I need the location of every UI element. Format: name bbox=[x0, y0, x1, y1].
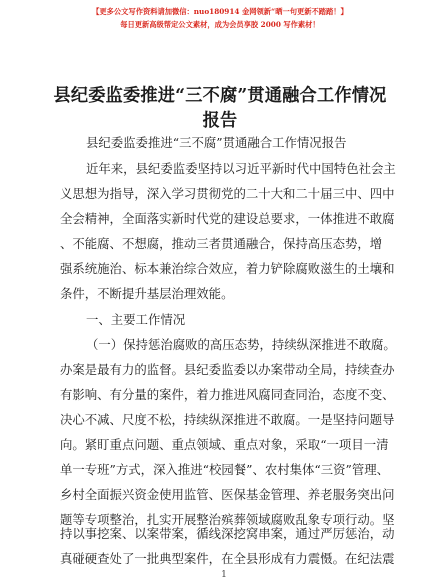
page-number: 1 bbox=[221, 570, 227, 580]
body-line: 有影响、有分量的案件，着力推进风腐同查同治，态度不变、 bbox=[60, 387, 395, 402]
body-line: 题等专项整治，扎实开展整治殡葬领域腐败乱象专项行动。坚 bbox=[60, 512, 395, 527]
body-line: 持以事挖案、以案带案，循线深挖窝串案，通过严厉惩治，动 bbox=[60, 526, 395, 541]
body-line: 全会精神，全面落实新时代党的建设总要求，一体推进不敢腐 bbox=[60, 211, 395, 226]
body-line: 条件，不断提升基层治理效能。 bbox=[60, 286, 234, 301]
subsection-heading: （一）保持惩治腐败的高压态势，持续纵深推进不敢腐。 bbox=[86, 337, 396, 352]
body-line: 单一专班”方式，深入推进“校园餐”、农村集体“三资”管理、 bbox=[60, 462, 390, 477]
body-line: 乡村全面振兴资金使用监管、医保基金管理、养老服务突出问 bbox=[60, 487, 395, 502]
subtitle-line: 县纪委监委推进“三不腐”贯通融合工作情况报告 bbox=[86, 135, 347, 150]
body-line: 真碰硬查处了一批典型案件，在全县形成有力震慑。在纪法震 bbox=[60, 551, 395, 566]
body-line: 向。紧盯重点问题、重点领域、重点对象，采取“一项目一清 bbox=[60, 437, 389, 452]
body-line: 义思想为指导，深入学习贯彻党的二十大和二十届三中、四中 bbox=[60, 186, 395, 201]
document-title-line-1: 县纪委监委推进“三不腐”贯通融合工作情况 bbox=[53, 86, 387, 106]
body-line: 办案是最有力的监督。县纪委监委以办案带动全局，持续查办 bbox=[60, 362, 395, 377]
body-line: 近年来，县纪委监委坚持以习近平新时代中国特色社会主 bbox=[86, 161, 396, 176]
body-line: 决心不减、尺度不松，持续纵深推进不敢腐。一是坚持问题导 bbox=[60, 412, 395, 427]
promo-banner-line-1: 【更多公文写作资料请加微信：nuo180914 金网领新“晒一句更新不踏踏！】 bbox=[92, 7, 348, 16]
promo-banner-line-2: 每日更新高级帮定公文素材，成为会员享胶 2000 写作素材！ bbox=[120, 20, 320, 29]
document-title-line-2: 报告 bbox=[202, 111, 238, 131]
body-line: 强系统施治、标本兼治综合效应，着力铲除腐败滋生的土壤和 bbox=[60, 261, 395, 276]
body-line: 、不能腐、不想腐，推动三者贯通融合，保持高压态势，增 bbox=[60, 236, 383, 251]
section-heading: 一、主要工作情况 bbox=[86, 312, 186, 327]
